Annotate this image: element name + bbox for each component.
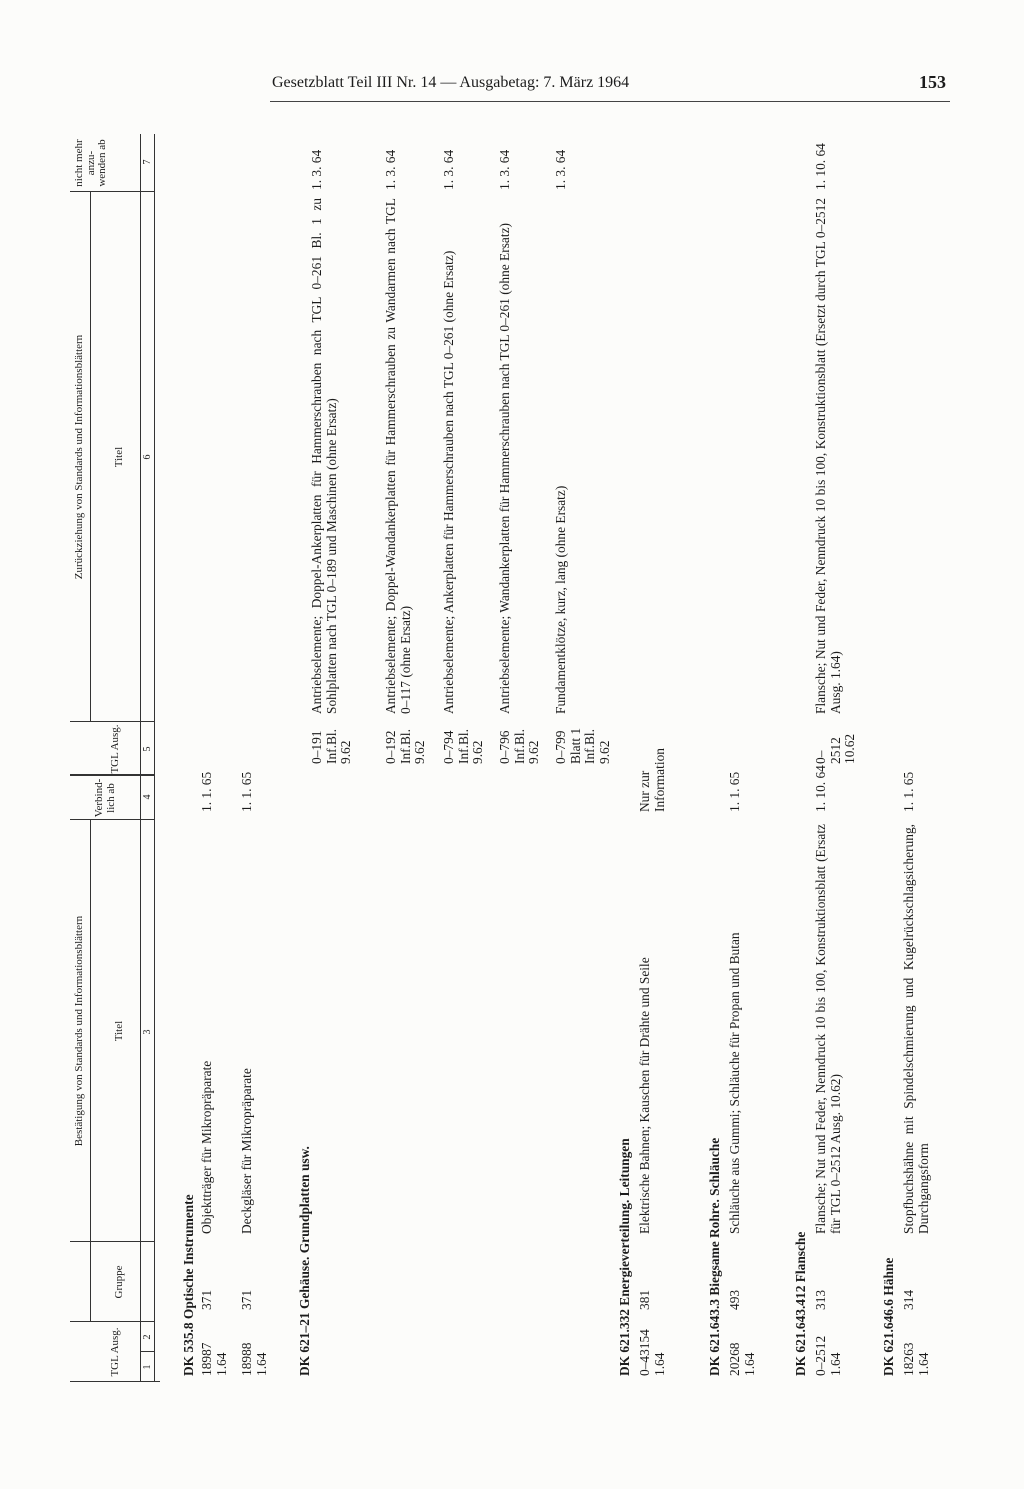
withdrawal-titel: Flansche; Nut und Feder, Nenndruck 10 bis 100, Konstruktionsblatt (Ersetzt durch TGL 0–2512 Ausg. 1.64) [813,198,843,714]
withdrawal-titel: Antriebselemente; Doppel-Wandankerplatten für Hammerschrauben zu Wandarmen nach TGL 0–117 (ohne Ersatz) [383,198,413,714]
withdrawal-ab: 1. 3. 64 [309,149,324,190]
col-num-4: 4 [142,794,153,800]
withdrawal-tgl-num: 0–799 [553,730,568,764]
col-num-2: 2 [142,1334,153,1340]
row-titel: Objektträger für Mikropräparate [199,1060,214,1234]
row-gruppe: 371 [239,1289,254,1310]
row-ausg: 1.64 [828,1352,843,1376]
withdrawal-ausg: 10.62 [842,733,858,764]
withdrawal-tgl [498,724,542,764]
row-tgl: 0–43154 [637,1329,652,1376]
row-gruppe: 314 [901,1289,916,1310]
row-gruppe: 381 [637,1289,652,1310]
withdrawal-tgl-num: 0–192 [383,730,398,764]
row-tgl: 18263 [901,1342,916,1376]
section-heading: DK 621–21 Gehäuse. Grundplatten usw. [297,1146,312,1376]
section-heading: DK 621.643.3 Biegsame Rohre. Schläuche [707,1137,722,1376]
withdrawal-ab: 1. 3. 64 [441,149,456,190]
row-tgl: 18987 [199,1342,214,1376]
col-nicht-mehr-label: nicht mehr anzu-wenden ab [73,139,109,187]
col-num-6: 6 [142,454,153,460]
row-titel: Elektrische Bahnen; Kauschen für Drähte und Seile [637,957,652,1234]
withdrawal-titel: Antriebselemente; Ankerplatten für Hammerschrauben nach TGL 0–261 (ohne Ersatz) [441,250,456,714]
section-heading: DK 621.646.6 Hähne [881,1257,896,1376]
row-ausg: 1.64 [652,1352,667,1376]
row-ausg: 1.64 [214,1352,229,1376]
col-sep-mid [70,774,154,776]
withdrawal-titel: Antriebselemente; Wandankerplatten für Hammerschrauben nach TGL 0–261 (ohne Ersatz) [497,223,512,714]
row-titel: Schläuche aus Gummi; Schläuche für Propan und Butan [727,932,742,1234]
withdrawal-ausg: Inf.Bl. 9.62 [455,729,486,764]
col-num-3: 3 [142,1029,153,1035]
withdrawal-tgl [442,724,486,764]
row-titel: Flansche; Nut und Feder, Nenndruck 10 bis 100, Konstruktionsblatt (Ersatz für TGL 0–2512 Ausg. 10.62) [813,824,843,1234]
withdrawal-ab: 1. 3. 64 [497,149,512,190]
row-gruppe: 493 [727,1289,742,1310]
withdrawal-tgl-num: 0–796 [497,730,512,764]
col-titel-label-right: Titel [113,446,125,468]
section-heading: DK 621.332 Energieverteilung. Leitungen [617,1138,632,1376]
withdrawal-ausg: Inf.Bl. 9.62 [323,729,354,764]
col-verbindlich-label: Verbind-lich ab [93,778,117,818]
withdrawal-tgl-num: 0–794 [441,730,456,764]
header-rule [270,101,950,102]
right-group-heading: Zurückziehung von Standards und Informationsblättern [73,334,85,580]
row-verbindlich: 1. 1. 65 [199,771,214,812]
row-gruppe: 313 [813,1289,828,1310]
header-title: Gesetzblatt Teil III Nr. 14 — Ausgabetag: 7. März 1964 [272,74,630,91]
col-gruppe-label: Gruppe [113,1265,125,1299]
row-ausg: 1.64 [254,1352,269,1376]
left-group-rule [90,820,91,1322]
withdrawal-tgl [814,724,858,764]
header-bottom-rule [154,134,155,1382]
col-num-5: 5 [142,746,153,752]
withdrawal-ab: 1. 3. 64 [553,149,568,190]
withdrawal-ausg: Inf.Bl. 9.62 [397,729,428,764]
row-verbindlich: 1. 1. 65 [901,771,916,812]
section-heading: DK 621.643.412 Flansche [793,1231,808,1376]
row-tgl: 0–2512 [813,1335,828,1376]
row-verbindlich: Nur zur Information [637,748,667,812]
withdrawal-ausg: Blatt 1 Inf.Bl. 9.62 [567,727,613,764]
row-titel: Deckgläser für Mikropräparate [239,1068,254,1234]
page-header [270,70,950,100]
row-gruppe: 371 [199,1289,214,1310]
section-heading: DK 535.8 Optische Instrumente [181,1194,196,1376]
colnum-rule [140,134,141,1382]
row-ausg: 1.64 [916,1352,931,1376]
withdrawal-tgl-num: 0–2512 [813,737,843,764]
row-tgl: 20268 [727,1342,742,1376]
left-group-heading: Bestätigung von Standards und Informationsblättern [73,915,85,1147]
col-num-7: 7 [142,159,153,165]
row-verbindlich: 1. 1. 65 [239,771,254,812]
row-ausg: 1.64 [742,1352,757,1376]
withdrawal-tgl [310,724,354,764]
col-tgl-label: TGL Ausg. [109,1327,121,1377]
row-titel: Stopfbuchshähne mit Spindelschmierung und Kugelrückschlagsicherung, Durchgangsform [901,824,931,1234]
row-verbindlich: 1. 1. 65 [727,771,742,812]
col-titel-label: Titel [113,1020,125,1042]
withdrawal-tgl [384,724,428,764]
withdrawal-titel: Antriebselemente; Doppel-Ankerplatten für Hammerschrauben nach TGL 0–261 Bl. 1 zu Sohlplatten nach TGL 0–189 und Maschinen (ohne Ersatz) [309,198,339,714]
withdrawal-ausg: Inf.Bl. 9.62 [511,729,542,764]
page-number: 153 [919,72,946,92]
right-group-rule [90,192,91,722]
withdrawal-titel: Fundamentklötze, kurz, lang (ohne Ersatz) [553,485,568,714]
col-num-1: 1 [142,1364,153,1370]
row-verbindlich: 1. 10. 64 [813,765,828,812]
rotated-table [70,134,956,1382]
withdrawal-tgl [554,724,613,764]
withdrawal-ab: 1. 3. 64 [383,149,398,190]
withdrawal-ab: 1. 10. 64 [813,143,828,190]
col-tgl-label-right: TGL Ausg. [109,724,121,774]
withdrawal-tgl-num: 0–191 [309,730,324,764]
row-tgl: 18988 [239,1342,254,1376]
